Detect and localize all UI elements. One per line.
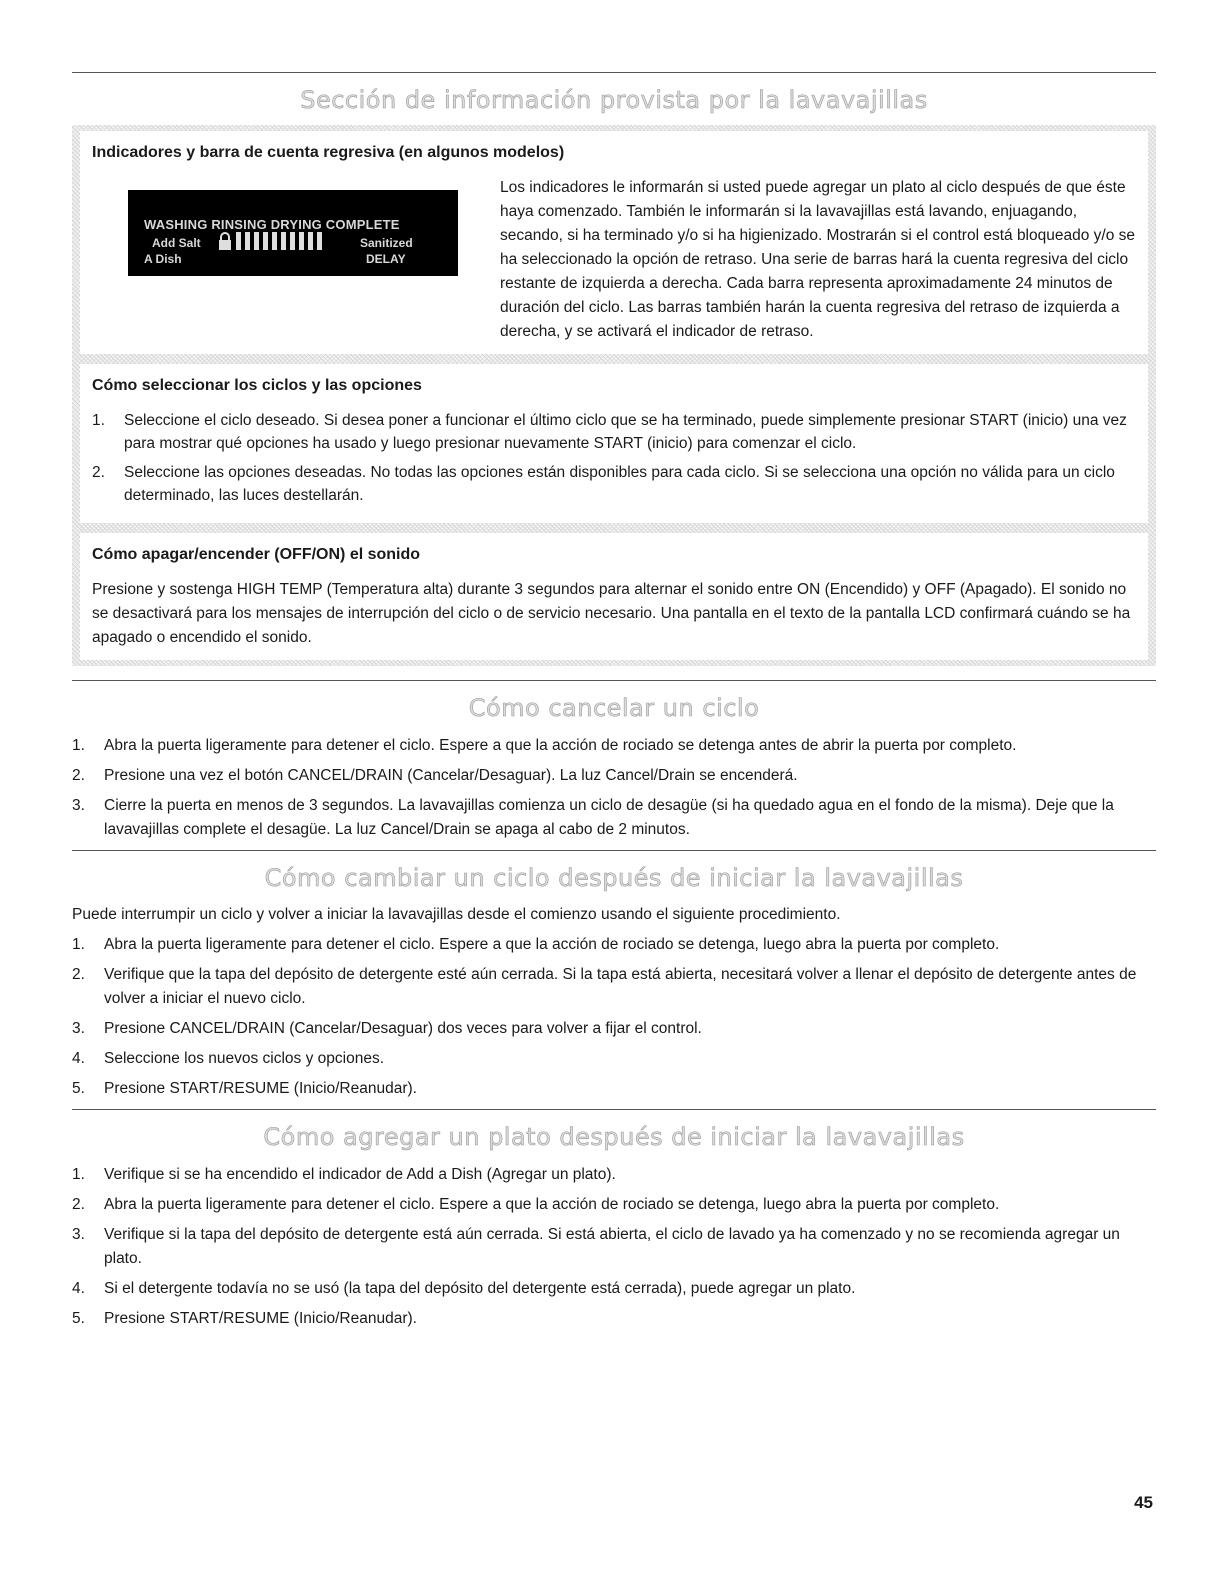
indicators-description: Los indicadores le informarán si usted puede agregar un plato al ciclo después de que éste haya comenzado. También le informarán si la lavavajillas está lavando, enjuagando, secando, si ha terminado y/o si ha higienizado. Mostrarán si el control está bloqueado y/o se ha seleccionado la opción de retraso. Una serie de barras hará la cuenta regresiva del ciclo restante de izquierda a derecha. Cada barra representa aproximadamente 24 minutos de duración del ciclo. Las barras también harán la cuenta regresiva del retraso de izquierda a derecha, y se activará el indicador de retraso. bbox=[500, 179, 1136, 341]
list-item: 3. Presione CANCEL/DRAIN (Cancelar/Desaguar) dos veces para volver a fijar el control. bbox=[72, 1020, 702, 1038]
list-item: 1. Seleccione el ciclo deseado. Si desea poner a funcionar el último ciclo que se ha terminado, puede simplemente presionar START (inicio) una vez para mostrar qué opciones ha usado y luego presionar nuevamente START (inicio) para comenzar el ciclo. bbox=[92, 412, 1127, 453]
panel-delay: DELAY bbox=[366, 252, 406, 267]
document-page bbox=[72, 72, 1156, 1337]
change-intro: Puede interrumpir un ciclo y volver a iniciar la lavavajillas desde el comienzo usando el siguiente procedimiento. bbox=[72, 906, 841, 924]
rule-change bbox=[72, 850, 1156, 851]
panel-a-dish: A Dish bbox=[144, 252, 182, 267]
section-title-info: Sección de información provista por la lavavajillas bbox=[300, 86, 928, 114]
panel-add-salt: Add Salt bbox=[152, 236, 201, 251]
list-item: 2. Verifique que la tapa del depósito de detergente esté aún cerrada. Si la tapa está abierta, necesitará volver a llenar el depósito de detergente antes de volver a iniciar el nuevo ciclo. bbox=[72, 966, 1137, 1008]
countdown-bar bbox=[308, 232, 313, 250]
list-item: 1. Abra la puerta ligeramente para detener el ciclo. Espere a que la acción de rociado se detenga, luego abra la puerta por completo. bbox=[72, 936, 1000, 954]
control-panel-display bbox=[128, 190, 458, 276]
panel-sanitized: Sanitized bbox=[360, 236, 413, 251]
countdown-bar bbox=[245, 232, 250, 250]
section-title-cancel: Cómo cancelar un ciclo bbox=[468, 694, 760, 723]
lock-icon bbox=[218, 232, 232, 250]
countdown-bar bbox=[290, 232, 295, 250]
countdown-bar bbox=[281, 232, 286, 250]
rule-cancel bbox=[72, 680, 1156, 681]
page-number: 45 bbox=[1134, 1493, 1153, 1512]
cancel-steps bbox=[72, 734, 1156, 842]
cycles-heading: Cómo seleccionar los ciclos y las opciones bbox=[92, 377, 422, 395]
section-title-add-dish: Cómo agregar un plato después de iniciar la lavavajillas bbox=[263, 1123, 965, 1152]
change-steps bbox=[72, 933, 1156, 1101]
top-rule bbox=[72, 72, 1156, 73]
list-item: 3. Cierre la puerta en menos de 3 segundos. La lavavajillas comienza un ciclo de desagüe (si ha quedado agua en el fondo de la misma). Deje que la lavavajillas complete el desagüe. La luz Cancel/Drain se apaga al cabo de 2 minutos. bbox=[72, 796, 1114, 838]
list-item: 3. Verifique si la tapa del depósito de detergente está aún cerrada. Si está abierta, el ciclo de lavado ya ha comenzado y no se recomienda agregar un plato. bbox=[72, 1225, 1120, 1267]
info-boxes bbox=[72, 125, 1156, 666]
sound-heading: Cómo apagar/encender (OFF/ON) el sonido bbox=[92, 546, 421, 564]
section-title-change: Cómo cambiar un ciclo después de iniciar la lavavajillas bbox=[264, 863, 964, 892]
list-item: 4. Seleccione los nuevos ciclos y opciones. bbox=[72, 1050, 385, 1068]
sound-box bbox=[80, 533, 1148, 660]
list-item: 2. Seleccione las opciones deseadas. No todas las opciones están disponibles para cada ciclo. Si se selecciona una opción no válida para un ciclo determinado, las luces destellarán. bbox=[92, 464, 1115, 505]
countdown-bar bbox=[236, 232, 241, 250]
sound-description: Presione y sostenga HIGH TEMP (Temperatura alta) durante 3 segundos para alternar el sonido entre ON (Encendido) y OFF (Apagado). El sonido no se desactivará para los mensajes de interrupción del ciclo o de servicio necesario. Una pantalla en el texto de la pantalla LCD confirmará cuándo se ha apagado o encendido el sonido. bbox=[92, 581, 1131, 647]
countdown-bar bbox=[263, 232, 268, 250]
list-item: 1. Verifique si se ha encendido el indicador de Add a Dish (Agregar un plato). bbox=[72, 1165, 616, 1183]
list-item: 2. Presione una vez el botón CANCEL/DRAIN (Cancelar/Desaguar). La luz Cancel/Drain se encenderá. bbox=[72, 766, 798, 784]
cycles-box bbox=[80, 364, 1148, 523]
countdown-bar bbox=[254, 232, 259, 250]
add-dish-steps bbox=[72, 1163, 1156, 1331]
indicators-heading: Indicadores y barra de cuenta regresiva (en algunos modelos) bbox=[92, 144, 565, 162]
countdown-bar bbox=[317, 232, 322, 250]
list-item: 2. Abra la puerta ligeramente para detener el ciclo. Espere a que la acción de rociado se detenga, luego abra la puerta por completo. bbox=[72, 1195, 1000, 1213]
list-item: 1. Abra la puerta ligeramente para detener el ciclo. Espere a que la acción de rociado se detenga antes de abrir la puerta por completo. bbox=[72, 736, 1017, 754]
list-item: 4. Si el detergente todavía no se usó (la tapa del depósito del detergente está cerrada), puede agregar un plato. bbox=[72, 1279, 856, 1297]
list-item: 5. Presione START/RESUME (Inicio/Reanudar). bbox=[72, 1309, 417, 1327]
list-item: 5. Presione START/RESUME (Inicio/Reanudar). bbox=[72, 1080, 417, 1098]
rule-add-dish bbox=[72, 1109, 1156, 1110]
countdown-bars bbox=[236, 232, 322, 250]
countdown-bar bbox=[299, 232, 304, 250]
indicators-box bbox=[80, 131, 1148, 354]
cycles-steps bbox=[92, 409, 1136, 507]
countdown-bar bbox=[272, 232, 277, 250]
panel-status-line: WASHING RINSING DRYING COMPLETE bbox=[144, 217, 400, 233]
